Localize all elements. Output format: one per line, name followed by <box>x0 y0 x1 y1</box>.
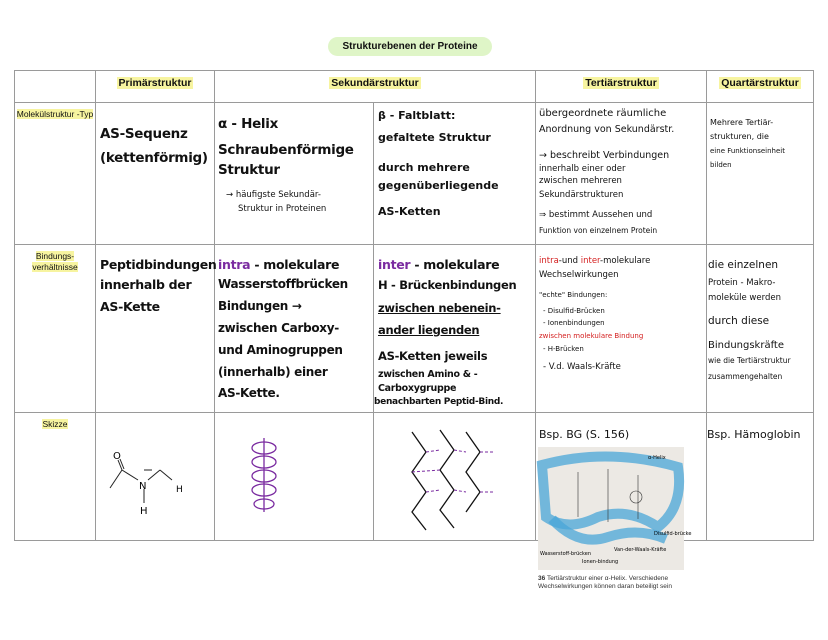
hw-quartaer-bind-5: Bindungskräfte <box>708 340 785 351</box>
photo-label-hbruecken: Wasserstoff-brücken <box>540 551 592 557</box>
caption-number: 36 <box>538 575 546 582</box>
hw-inter-5: AS-Ketten jeweils <box>378 349 488 363</box>
hw-intra-suffix: - molekulare <box>250 257 340 272</box>
hw-intra-5: und Aminogruppen <box>218 343 343 357</box>
hw-tertiaer-bind-3: "echte" Bindungen: <box>539 291 608 299</box>
hw-quartaer-bind-6: wie die Tertiärstruktur <box>708 356 791 365</box>
hw-inter-3: zwischen nebenein- <box>378 301 501 315</box>
hw-faltblatt-5: AS-Ketten <box>378 205 441 218</box>
hw-helix-3: Struktur <box>218 162 280 178</box>
hw-quartaer-mol-3: eine Funktionseinheit <box>710 147 785 155</box>
header-tertiaer: Tertiärstruktur <box>536 71 707 103</box>
hw-inter-8: benachbarten Peptid-Bind. <box>374 397 504 407</box>
hw-tertiaer-mol-1: übergeordnete räumliche <box>539 108 667 119</box>
photo-label-ionen: Ionen-bindung <box>582 559 619 565</box>
hw-quartaer-mol-4: bilden <box>710 161 732 169</box>
hw-tertiaer-rest: -molekulare <box>600 256 651 266</box>
hw-intra-4: zwischen Carboxy- <box>218 321 339 335</box>
atom-h-bottom: H <box>140 506 148 517</box>
atom-n: N <box>139 481 147 492</box>
page-title: Strukturebenen der Proteine <box>328 37 492 56</box>
helix-sketch <box>252 438 276 512</box>
hw-tertiaer-skizze-note: Bsp. BG (S. 156) <box>539 428 630 441</box>
hw-faltblatt-4: gegenüberliegende <box>378 179 499 192</box>
faltblatt-hbonds <box>412 450 494 492</box>
hw-tertiaer-bind-5: - Ionenbindungen <box>543 319 605 327</box>
hw-tertiaer-bind-4: - Disulfid-Brücken <box>543 307 605 315</box>
hw-tertiaer-bind-7: - H-Brücken <box>543 345 584 353</box>
hw-inter-2: H - Brückenbindungen <box>378 278 517 292</box>
hw-intra-6: (innerhalb) einer <box>218 365 328 379</box>
hw-tertiaer-mol-8: Funktion von einzelnem Protein <box>539 226 658 235</box>
hw-intra-3: Bindungen → <box>218 299 302 313</box>
hw-helix-2: Schraubenförmige <box>218 142 354 158</box>
hw-tertiaer-mol-7: ⇒ bestimmt Aussehen und <box>539 210 653 220</box>
hw-quartaer-mol-1: Mehrere Tertiär- <box>710 118 774 127</box>
hw-tertiaer-bind-2: Wechselwirkungen <box>539 270 619 280</box>
hw-tertiaer-bind-8: - V.d. Waals-Kräfte <box>543 362 621 372</box>
hw-quartaer-bind-7: zusammengehalten <box>708 372 783 381</box>
hw-tertiaer-mol-2: Anordnung von Sekundärstr. <box>539 124 675 135</box>
header-quartaer: Quartärstruktur <box>707 71 814 103</box>
hw-helix-1: α - Helix <box>218 116 278 132</box>
photo-label-helix: α-Helix <box>648 455 666 461</box>
atom-h-right: H <box>176 485 183 495</box>
hw-primaer-bind-3: AS-Kette <box>100 299 160 314</box>
hw-faltblatt-3: durch mehrere <box>378 161 470 174</box>
hw-quartaer-bind-4: durch diese <box>708 315 770 327</box>
hw-intra-2: Wasserstoffbrücken <box>218 277 348 291</box>
tertiaer-diagram <box>538 447 692 570</box>
hw-faltblatt-2: gefaltete Struktur <box>378 131 491 144</box>
hw-tertiaer-und: -und <box>558 256 579 266</box>
hw-quartaer-bind-2: Protein - Makro- <box>708 278 776 288</box>
hw-tertiaer-bind-6: zwischen molekulare Bindung <box>539 332 644 340</box>
hw-intra-prefix: intra <box>218 257 251 272</box>
hw-primaer-bind-1: Peptidbindungen <box>100 257 217 272</box>
hw-inter-prefix: inter <box>378 257 411 272</box>
hw-quartaer-bind-3: moleküle werden <box>708 293 781 303</box>
faltblatt-sketch <box>412 430 480 530</box>
hw-inter-6: zwischen Amino & - <box>378 369 478 380</box>
hw-quartaer-skizze-note: Bsp. Hämoglobin <box>707 428 801 441</box>
hw-intra-7: AS-Kette. <box>218 386 280 400</box>
hw-tertiaer-inter: inter <box>580 256 601 266</box>
hw-tertiaer-intra: intra <box>539 256 559 266</box>
hw-primaer-mol-1: AS-Sequenz <box>100 126 188 142</box>
row-label-molekuel: Molekülstruktur -Typ <box>15 103 96 245</box>
hw-primaer-mol-2: (kettenförmig) <box>100 150 208 166</box>
hw-inter-7: Carboxygruppe <box>378 383 457 394</box>
textbook-photo <box>538 447 692 570</box>
row-label-skizze: Skizze <box>15 413 96 541</box>
hw-quartaer-bind-1: die einzelnen <box>708 259 779 271</box>
caption-text: Tertiärstruktur einer α-Helix. Verschiedene Wechselwirkungen können daran beteiligt sein <box>538 575 672 590</box>
hw-inter-suffix: - molekulare <box>410 257 500 272</box>
hw-helix-5: Struktur in Proteinen <box>238 204 327 214</box>
hw-tertiaer-mol-3: → beschreibt Verbindungen <box>539 150 670 161</box>
hw-helix-4: → häufigste Sekundär- <box>226 190 321 200</box>
atom-o: O <box>113 451 121 462</box>
hw-quartaer-mol-2: strukturen, die <box>710 132 769 141</box>
photo-caption <box>538 575 684 591</box>
hw-tertiaer-mol-4: innerhalb einer oder <box>539 164 626 174</box>
photo-label-disulfid: Disulfid-brücke <box>654 531 692 537</box>
hw-primaer-bind-2: innerhalb der <box>100 277 192 292</box>
row-label-bindung: Bindungs- verhältnisse <box>15 245 96 413</box>
header-primaer: Primärstruktur <box>96 71 215 103</box>
hw-tertiaer-mol-5: zwischen mehreren <box>539 176 622 186</box>
header-sekundaer: Sekundärstruktur <box>215 71 536 103</box>
photo-label-vdw: Van-der-Waals-Kräfte <box>614 547 667 553</box>
hw-faltblatt-1: β - Faltblatt: <box>378 109 456 122</box>
hw-inter-4: ander liegenden <box>378 323 480 337</box>
hw-tertiaer-mol-6: Sekundärstrukturen <box>539 190 624 200</box>
